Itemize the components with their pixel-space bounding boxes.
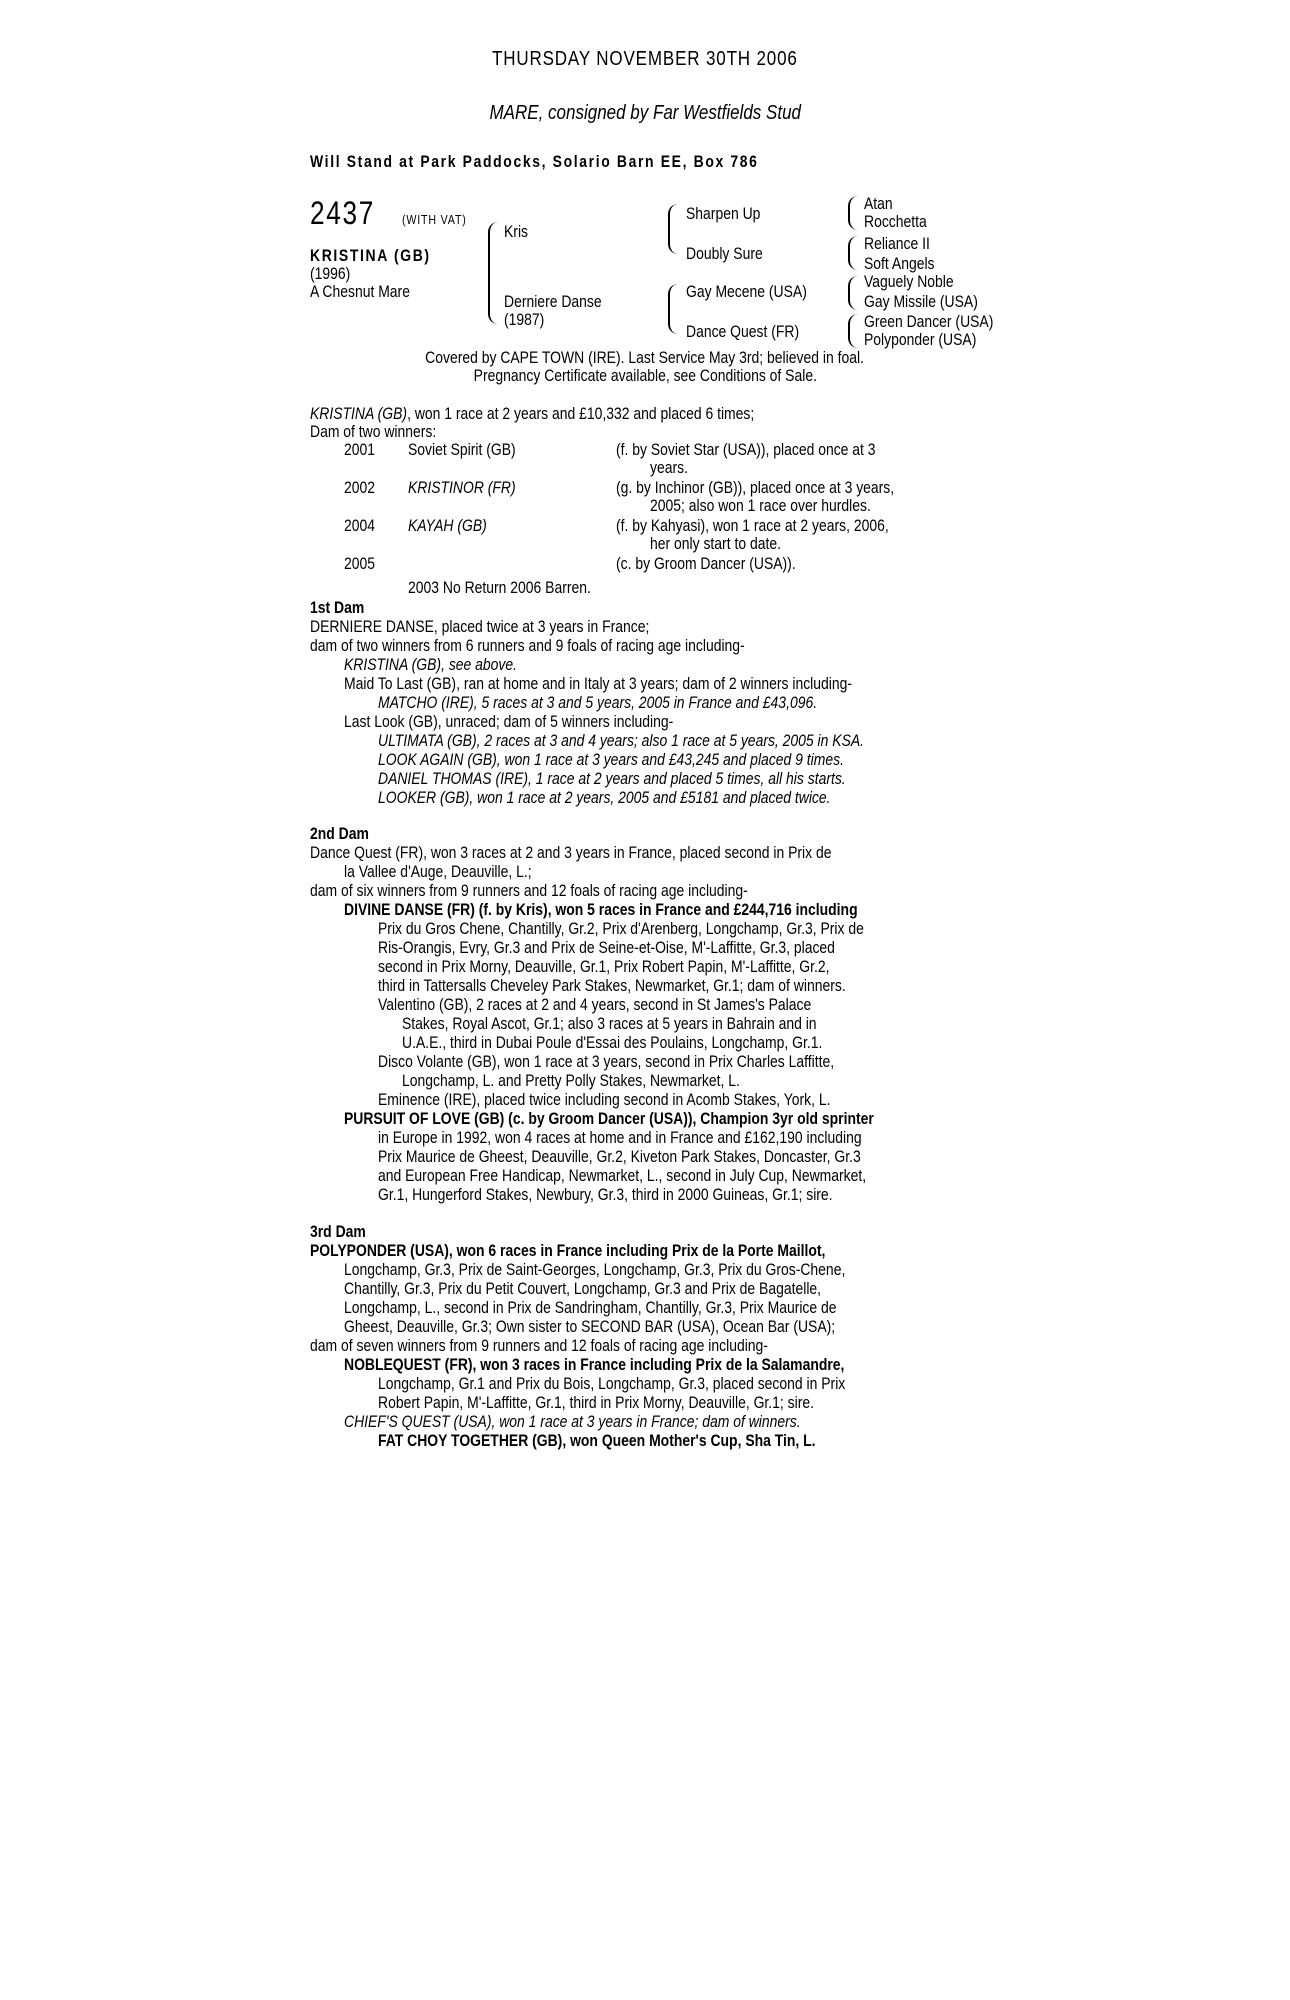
- second-dam-heading: 2nd Dam: [310, 824, 369, 843]
- second-dam-line: Gr.1, Hungerford Stakes, Newbury, Gr.3, third in 2000 Guineas, Gr.1; sire.: [378, 1185, 833, 1204]
- first-dam-line: MATCHO (IRE), 5 races at 3 and 5 years, 2005 in France and £43,096.: [378, 693, 818, 712]
- second-dam-line: DIVINE DANSE (FR) (f. by Kris), won 5 races in France and £244,716 including: [344, 900, 858, 919]
- produce-detail-cont: 2005; also won 1 race over hurdles.: [650, 496, 871, 515]
- second-dam-line: Disco Volante (GB), won 1 race at 3 years, second in Prix Charles Laffitte,: [378, 1052, 835, 1071]
- pedigree-bracket-sd: [848, 236, 858, 270]
- third-dam-line: Gheest, Deauville, Gr.3; Own sister to SECOND BAR (USA), Ocean Bar (USA);: [344, 1317, 836, 1336]
- first-dam-line: DANIEL THOMAS (IRE), 1 race at 2 years and placed 5 times, all his starts.: [378, 769, 846, 788]
- no-return-line: 2003 No Return 2006 Barren.: [408, 578, 591, 597]
- record-summary: , won 1 race at 2 years and £10,332 and placed 6 times;: [407, 404, 755, 423]
- sale-date: [0, 48, 1290, 71]
- first-dam-line: Last Look (GB), unraced; dam of 5 winners including-: [344, 712, 674, 731]
- pedigree-sds: Reliance II: [864, 234, 930, 253]
- produce-detail: (f. by Soviet Star (USA)), placed once at 3: [616, 440, 876, 459]
- first-dam-line: dam of two winners from 6 runners and 9 foals of racing age including-: [310, 636, 745, 655]
- second-dam-line: third in Tattersalls Cheveley Park Stakes, Newmarket, Gr.1; dam of winners.: [378, 976, 846, 995]
- pedigree-ssd: Rocchetta: [864, 212, 927, 231]
- second-dam-line: Prix Maurice de Gheest, Deauville, Gr.2, Kiveton Park Stakes, Doncaster, Gr.3: [378, 1147, 861, 1166]
- produce-name: KAYAH (GB): [408, 516, 487, 535]
- produce-year: 2004: [344, 516, 376, 535]
- consignor-text: MARE, consigned by Far Westfields Stud: [489, 102, 801, 124]
- third-dam-line: Longchamp, Gr.3, Prix de Saint-Georges, Longchamp, Gr.3, Prix du Gros-Chene,: [344, 1260, 846, 1279]
- third-dam-line: Longchamp, L., second in Prix de Sandringham, Chantilly, Gr.3, Prix Maurice de: [344, 1298, 837, 1317]
- pedigree-sss: Atan: [864, 194, 893, 213]
- first-dam-line: LOOK AGAIN (GB), won 1 race at 3 years and £43,245 and placed 9 times.: [378, 750, 844, 769]
- second-dam-line: Ris-Orangis, Evry, Gr.3 and Prix de Seine-et-Oise, M'-Laffitte, Gr.3, placed: [378, 938, 835, 957]
- record-intro: [310, 404, 754, 423]
- stand-location: Will Stand at Park Paddocks, Solario Barn EE, Box 786: [310, 152, 759, 171]
- sale-date-text: THURSDAY NOVEMBER 30TH 2006: [492, 48, 798, 70]
- pedigree-bracket-dam: [668, 284, 680, 334]
- pedigree-dds: Green Dancer (USA): [864, 312, 994, 331]
- produce-detail-cont: her only start to date.: [650, 534, 781, 553]
- third-dam-line: Robert Papin, M'-Laffitte, Gr.1, third in Prix Morny, Deauville, Gr.1; sire.: [378, 1393, 815, 1412]
- second-dam-line: and European Free Handicap, Newmarket, L., second in July Cup, Newmarket,: [378, 1166, 867, 1185]
- covered-line-1: [0, 348, 1290, 367]
- first-dam-line: DERNIERE DANSE, placed twice at 3 years in France;: [310, 617, 650, 636]
- produce-year: 2001: [344, 440, 376, 459]
- second-dam-line: Longchamp, L. and Pretty Polly Stakes, Newmarket, L.: [402, 1071, 740, 1090]
- pedigree-ds: Gay Mecene (USA): [686, 282, 807, 301]
- second-dam-line: dam of six winners from 9 runners and 12 foals of racing age including-: [310, 881, 748, 900]
- second-dam-line: Eminence (IRE), placed twice including second in Acomb Stakes, York, L.: [378, 1090, 831, 1109]
- first-dam-line: KRISTINA (GB), see above.: [344, 655, 518, 674]
- second-dam-line: U.A.E., third in Dubai Poule d'Essai des Poulains, Longchamp, Gr.1.: [402, 1033, 823, 1052]
- third-dam-line: FAT CHOY TOGETHER (GB), won Queen Mother's Cup, Sha Tin, L.: [378, 1431, 816, 1450]
- pedigree-ss: Sharpen Up: [686, 204, 761, 223]
- produce-name: KRISTINOR (FR): [408, 478, 516, 497]
- covered-line-2: [0, 366, 1290, 385]
- consignor-line: [0, 102, 1290, 125]
- second-dam-line: Dance Quest (FR), won 3 races at 2 and 3 years in France, placed second in Prix de: [310, 843, 832, 862]
- pedigree-bracket-ds: [848, 276, 858, 310]
- third-dam-line: CHIEF'S QUEST (USA), won 1 race at 3 years in France; dam of winners.: [344, 1412, 801, 1431]
- third-dam-line: Longchamp, Gr.1 and Prix du Bois, Longchamp, Gr.3, placed second in Prix: [378, 1374, 846, 1393]
- covered-text-2: Pregnancy Certificate available, see Conditions of Sale.: [473, 366, 817, 385]
- covered-text-1: Covered by CAPE TOWN (IRE). Last Service May 3rd; believed in foal.: [425, 348, 865, 367]
- second-dam-line: Prix du Gros Chene, Chantilly, Gr.2, Prix d'Arenberg, Longchamp, Gr.3, Prix de: [378, 919, 864, 938]
- record-horse-name: KRISTINA (GB): [310, 404, 408, 423]
- first-dam-line: ULTIMATA (GB), 2 races at 3 and 4 years; also 1 race at 5 years, 2005 in KSA.: [378, 731, 865, 750]
- first-dam-line: LOOKER (GB), won 1 race at 2 years, 2005 and £5181 and placed twice.: [378, 788, 831, 807]
- pedigree-bracket-sire: [668, 204, 680, 254]
- pedigree-dd: Dance Quest (FR): [686, 322, 800, 341]
- pedigree-sdd: Soft Angels: [864, 254, 935, 273]
- second-dam-line: second in Prix Morny, Deauville, Gr.1, Prix Robert Papin, M'-Laffitte, Gr.2,: [378, 957, 830, 976]
- third-dam-heading: 3rd Dam: [310, 1222, 366, 1241]
- dam-of-line: Dam of two winners:: [310, 422, 437, 441]
- pedigree-dss: Vaguely Noble: [864, 272, 954, 291]
- third-dam-line: NOBLEQUEST (FR), won 3 races in France including Prix de la Salamandre,: [344, 1355, 845, 1374]
- produce-name: Soviet Spirit (GB): [408, 440, 516, 459]
- produce-year: 2002: [344, 478, 376, 497]
- pedigree-sd: Doubly Sure: [686, 244, 763, 263]
- pedigree-bracket-dd: [848, 314, 858, 348]
- dam-name: Derniere Danse: [504, 292, 602, 311]
- vat-note: (WITH VAT): [402, 212, 467, 227]
- pedigree-bracket-ss: [848, 196, 858, 230]
- second-dam-line: in Europe in 1992, won 4 races at home and in France and £162,190 including: [378, 1128, 862, 1147]
- first-dam-line: Maid To Last (GB), ran at home and in Italy at 3 years; dam of 2 winners including-: [344, 674, 853, 693]
- produce-detail-cont: years.: [650, 458, 688, 477]
- horse-name: KRISTINA (GB): [310, 246, 431, 265]
- sire-name: Kris: [504, 222, 529, 241]
- second-dam-line: PURSUIT OF LOVE (GB) (c. by Groom Dancer (USA)), Champion 3yr old sprinter: [344, 1109, 874, 1128]
- produce-detail: (f. by Kahyasi), won 1 race at 2 years, 2006,: [616, 516, 889, 535]
- third-dam-line: Chantilly, Gr.3, Prix du Petit Couvert, Longchamp, Gr.3 and Prix de Bagatelle,: [344, 1279, 822, 1298]
- produce-year: 2005: [344, 554, 376, 573]
- produce-detail: (g. by Inchinor (GB)), placed once at 3 years,: [616, 478, 895, 497]
- second-dam-line: la Vallee d'Auge, Deauville, L.;: [344, 862, 532, 881]
- horse-year: (1996): [310, 264, 351, 283]
- second-dam-line: Valentino (GB), 2 races at 2 and 4 years, second in St James's Palace: [378, 995, 812, 1014]
- dam-year: (1987): [504, 310, 545, 329]
- pedigree-dsd: Gay Missile (USA): [864, 292, 978, 311]
- pedigree-ddd: Polyponder (USA): [864, 330, 977, 349]
- first-dam-heading: 1st Dam: [310, 598, 365, 617]
- horse-description: A Chesnut Mare: [310, 282, 410, 301]
- third-dam-line: POLYPONDER (USA), won 6 races in France including Prix de la Porte Maillot,: [310, 1241, 826, 1260]
- produce-detail: (c. by Groom Dancer (USA)).: [616, 554, 796, 573]
- second-dam-line: Stakes, Royal Ascot, Gr.1; also 3 races at 5 years in Bahrain and in: [402, 1014, 817, 1033]
- lot-number: 2437: [310, 195, 375, 231]
- third-dam-line: dam of seven winners from 9 runners and 12 foals of racing age including-: [310, 1336, 768, 1355]
- pedigree-bracket-1: [488, 222, 500, 324]
